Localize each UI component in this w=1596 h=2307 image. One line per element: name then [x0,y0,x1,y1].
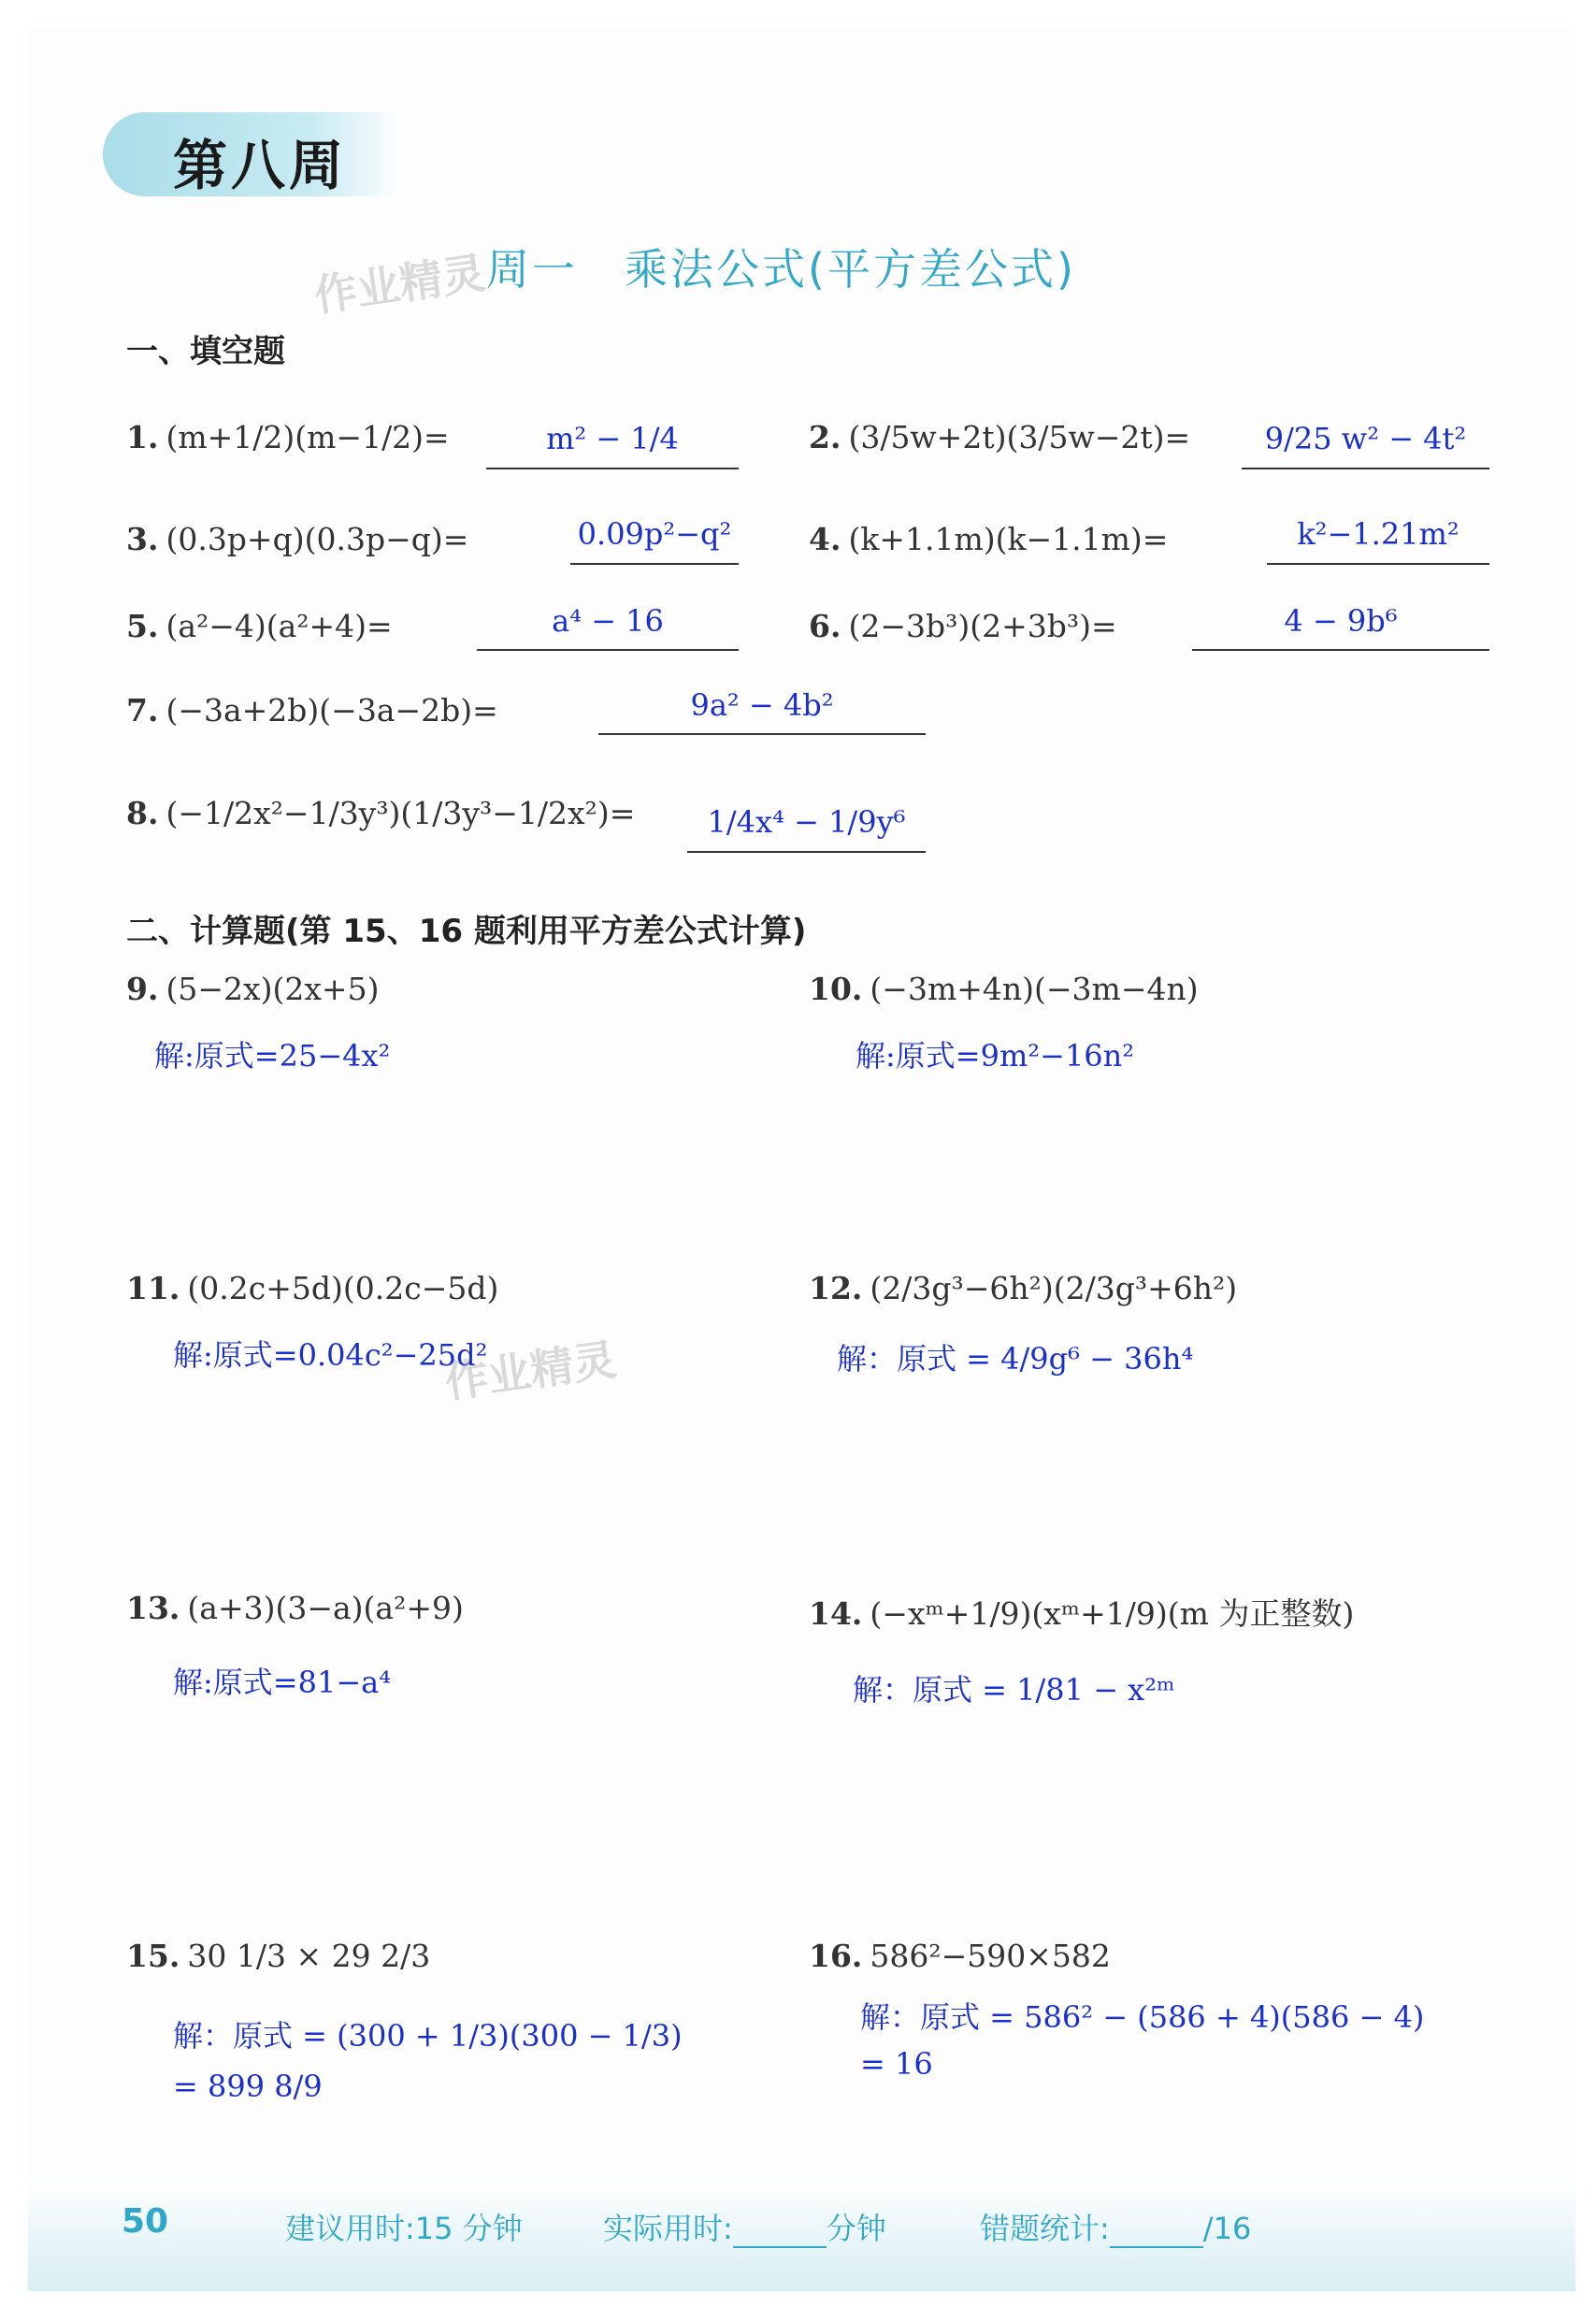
actual-time [603,2205,886,2248]
section-calculation-title: 二、计算题(第 15、16 题利用平方差公式计算) [126,913,807,950]
question-text: (−3m+4n)(−3m−4n) [870,971,1199,1007]
question-13 [126,1590,464,1626]
question-text: (2/3g³−6h²)(2/3g³+6h²) [870,1270,1238,1306]
answer-blank [486,468,739,469]
error-count-blank[interactable] [1110,2218,1203,2248]
question-number: 3. [126,521,159,557]
solution-13: 解:原式=81−a⁴ [173,1665,392,1700]
answer-3: 0.09p²−q² [577,516,732,552]
question-number: 13. [126,1590,180,1626]
question-text: (−3a+2b)(−3a−2b)= [165,692,498,728]
question-text: (0.2c+5d)(0.2c−5d) [187,1270,499,1306]
question-number: 7. [126,692,159,728]
solution-10: 解:原式=9m²−16n² [856,1038,1135,1074]
section-fill-in-title: 一、填空题 [126,333,285,370]
question-number: 15. [126,1938,180,1974]
answer-blank [687,851,926,853]
question-number: 11. [126,1270,180,1306]
question-text: (0.3p+q)(0.3p−q)= [165,521,469,557]
answer-1: m² − 1/4 [546,421,679,456]
question-number: 14. [809,1595,863,1632]
watermark: 作业精灵 [310,247,489,322]
question-4 [809,521,1168,557]
question-7 [126,692,498,728]
actual-time-blank[interactable] [733,2218,827,2248]
question-text: (m+1/2)(m−1/2)= [165,419,450,455]
question-text: (−xᵐ+1/9)(xᵐ+1/9)(m 为正整数) [870,1595,1355,1632]
question-2 [809,419,1190,455]
question-text: (5−2x)(2x+5) [165,971,380,1007]
question-14 [809,1590,1354,1634]
question-15 [126,1938,430,1974]
question-number: 5. [126,608,159,644]
question-number: 8. [126,795,159,831]
question-text: (2−3b³)(2+3b³)= [848,608,1117,644]
solution-14: 解：原式 = 1/81 − x²ᵐ [853,1672,1175,1708]
actual-time-label: 实际用时: [603,2211,733,2246]
question-8 [126,795,635,831]
answer-blank [477,649,739,651]
question-number: 1. [126,419,159,455]
page-number: 50 [122,2202,169,2241]
watermark: 作业精灵 [441,1334,620,1408]
day-label: 周一 [486,244,578,295]
question-5 [126,608,393,644]
answer-5: a⁴ − 16 [552,603,664,639]
answer-blank [570,563,739,565]
answer-6: 4 − 9b⁶ [1284,603,1398,639]
answer-4: k²−1.21m² [1297,516,1459,552]
solution-15: 解：原式 = (300 + 1/3)(300 − 1/3) [173,2018,683,2054]
answer-blank [1267,563,1489,565]
question-10 [809,971,1199,1007]
question-number: 6. [809,608,841,644]
suggested-time: 建议用时:15 分钟 [285,2211,523,2246]
error-count-label: 错题统计: [980,2211,1110,2246]
actual-time-unit: 分钟 [826,2211,886,2246]
solution-12: 解：原式 = 4/9g⁶ − 36h⁴ [837,1341,1194,1377]
answer-8: 1/4x⁴ − 1/9y⁶ [707,804,906,840]
answer-blank [1192,649,1489,651]
question-11 [126,1270,498,1306]
question-number: 4. [809,521,841,557]
question-1 [126,419,450,455]
solution-16: 解：原式 = 586² − (586 + 4)(586 − 4) [860,1999,1425,2035]
question-text: 586²−590×582 [870,1938,1111,1974]
day-title [486,236,1123,297]
question-6 [809,608,1117,644]
question-text: (k+1.1m)(k−1.1m)= [848,521,1169,557]
question-number: 12. [809,1270,863,1306]
answer-blank [598,733,926,735]
solution-9: 解:原式=25−4x² [154,1038,391,1074]
solution-11: 解:原式=0.04c²−25d² [173,1337,488,1373]
question-text: 30 1/3 × 29 2/3 [187,1938,431,1974]
question-text: (a²−4)(a²+4)= [165,608,393,644]
topic-title: 乘法公式(平方差公式) [625,244,1076,295]
question-3 [126,521,468,557]
question-number: 16. [809,1938,863,1974]
error-count [980,2205,1251,2248]
question-12 [809,1270,1237,1306]
solution-16-result: = 16 [860,2046,933,2082]
question-text: (3/5w+2t)(3/5w−2t)= [848,419,1191,455]
solution-15-result: = 899 8/9 [173,2069,323,2104]
answer-7: 9a² − 4b² [690,687,834,723]
question-text: (−1/2x²−1/3y³)(1/3y³−1/2x²)= [165,795,636,831]
week-title: 第八周 [173,134,348,197]
question-text: (a+3)(3−a)(a²+9) [187,1590,464,1626]
question-number: 10. [809,971,863,1007]
question-number: 2. [809,419,841,455]
question-9 [126,971,379,1007]
question-number: 9. [126,971,159,1007]
answer-blank [1242,468,1489,469]
question-16 [809,1938,1111,1974]
error-count-total: /16 [1202,2211,1252,2246]
answer-2: 9/25 w² − 4t² [1264,421,1467,456]
